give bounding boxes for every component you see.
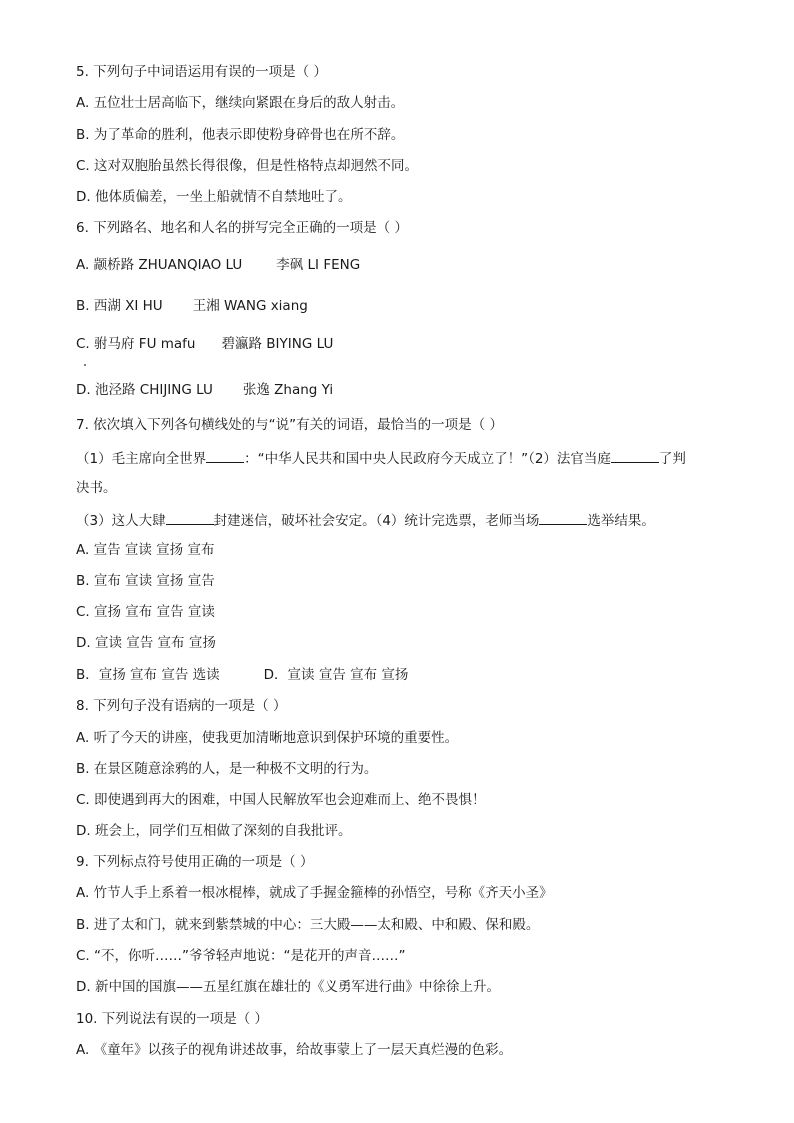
q7-s1-part-a: （1）毛主席向全世界	[76, 451, 207, 467]
q8-stem: 8. 下列句子没有语病的一项是（ ）	[76, 698, 287, 714]
q6-option-c-place: C. 驸马府 FU mafu	[76, 336, 196, 352]
q6-option-a-road: A. 颛桥路 ZHUANQIAO LU	[76, 257, 243, 273]
q7-sentence-3	[76, 510, 655, 530]
fill-blank	[611, 448, 659, 463]
q10-stem: 10. 下列说法有误的一项是（ ）	[76, 1011, 269, 1027]
q7-s3-part-a: （3）这人大肆	[76, 513, 166, 529]
q7-extra-option-d: D．宣读 宣告 宣布 宣扬	[263, 667, 409, 683]
q8-option-c: C. 即使遇到再大的困难，中国人民解放军也会迎难而上、绝不畏惧！	[76, 792, 486, 808]
q7-option-c: C. 宣扬 宣布 宣告 宣读	[76, 604, 215, 620]
q7-extra-options	[76, 666, 408, 684]
q7-stem: 7. 依次填入下列各句横线处的与“说”有关的词语，最恰当的一项是（ ）	[76, 417, 503, 433]
q7-option-a: A. 宣告 宣读 宣扬 宣布	[76, 542, 215, 558]
q7-sentence-1	[76, 448, 686, 468]
q7-extra-option-b: B．宣扬 宣布 宣告 选读	[76, 667, 220, 683]
q8-option-d: D. 班会上，同学们互相做了深刻的自我批评。	[76, 823, 352, 839]
q10-option-a: A. 《童年》以孩子的视角讲述故事，给故事蒙上了一层天真烂漫的色彩。	[76, 1042, 513, 1058]
q6-option-c	[76, 335, 333, 353]
q9-option-b: B. 进了太和门，就来到紫禁城的中心：三大殿——太和殿、中和殿、保和殿。	[76, 917, 540, 933]
fill-blank	[166, 510, 214, 525]
q5-option-d: D. 他体质偏差，一坐上船就情不自禁地吐了。	[76, 189, 352, 205]
q6-option-b	[76, 297, 308, 315]
q5-option-a: A. 五位壮士居高临下，继续向紧跟在身后的敌人射击。	[76, 95, 405, 111]
q9-option-d: D. 新中国的国旗——五星红旗在雄壮的《义勇军进行曲》中徐徐上升。	[76, 979, 500, 995]
q7-s1-part-b: ：“中华人民共和国中央人民政府今天成立了！”（2）法官当庭	[244, 451, 611, 467]
q5-option-b: B. 为了革命的胜利，他表示即使粉身碎骨也在所不辞。	[76, 127, 405, 143]
q6-option-d-name: 张逸 Zhang Yi	[242, 382, 334, 398]
q7-option-b: B. 宣布 宣读 宣扬 宣告	[76, 573, 215, 589]
q6-option-d-road: D. 池泾路 CHIJING LU	[76, 382, 213, 398]
q8-option-b: B. 在景区随意涂鸦的人，是一种极不文明的行为。	[76, 761, 378, 777]
q7-sentence-1-cont: 决书。	[76, 480, 117, 496]
q8-option-a: A. 听了今天的讲座，使我更加清晰地意识到保护环境的重要性。	[76, 730, 459, 746]
q9-option-c: C. “不，你听……”爷爷轻声地说：“是花开的声音……”	[76, 948, 406, 964]
q6-option-c-road: 碧瀛路 BIYING LU	[221, 336, 334, 352]
stray-dot	[84, 364, 86, 366]
q7-s1-part-c: 了判	[658, 451, 686, 467]
q6-option-b-place: B. 西湖 XI HU	[76, 298, 163, 314]
q6-option-d	[76, 381, 333, 399]
q7-option-d: D. 宣读 宣告 宣布 宣扬	[76, 635, 216, 651]
q9-stem: 9. 下列标点符号使用正确的一项是（ ）	[76, 854, 314, 870]
q5-stem: 5. 下列句子中词语运用有误的一项是（ ）	[76, 64, 327, 80]
fill-blank	[206, 448, 244, 463]
fill-blank	[539, 510, 587, 525]
q5-option-c: C. 这对双胞胎虽然长得很像，但是性格特点却迥然不同。	[76, 158, 419, 174]
q6-option-a-name: 李砜 LI FENG	[276, 257, 361, 273]
q6-stem: 6. 下列路名、地名和人名的拼写完全正确的一项是（ ）	[76, 220, 408, 236]
q6-option-b-name: 王湘 WANG xiang	[192, 298, 308, 314]
q7-s3-part-c: 选举结果。	[587, 513, 655, 529]
q6-option-a	[76, 256, 360, 274]
q7-s3-part-b: 封建迷信，破坏社会安定。（4）统计完选票，老师当场	[213, 513, 540, 529]
q9-option-a: A. 竹节人手上系着一根冰棍棒，就成了手握金箍棒的孙悟空，号称《齐天小圣》	[76, 885, 553, 901]
